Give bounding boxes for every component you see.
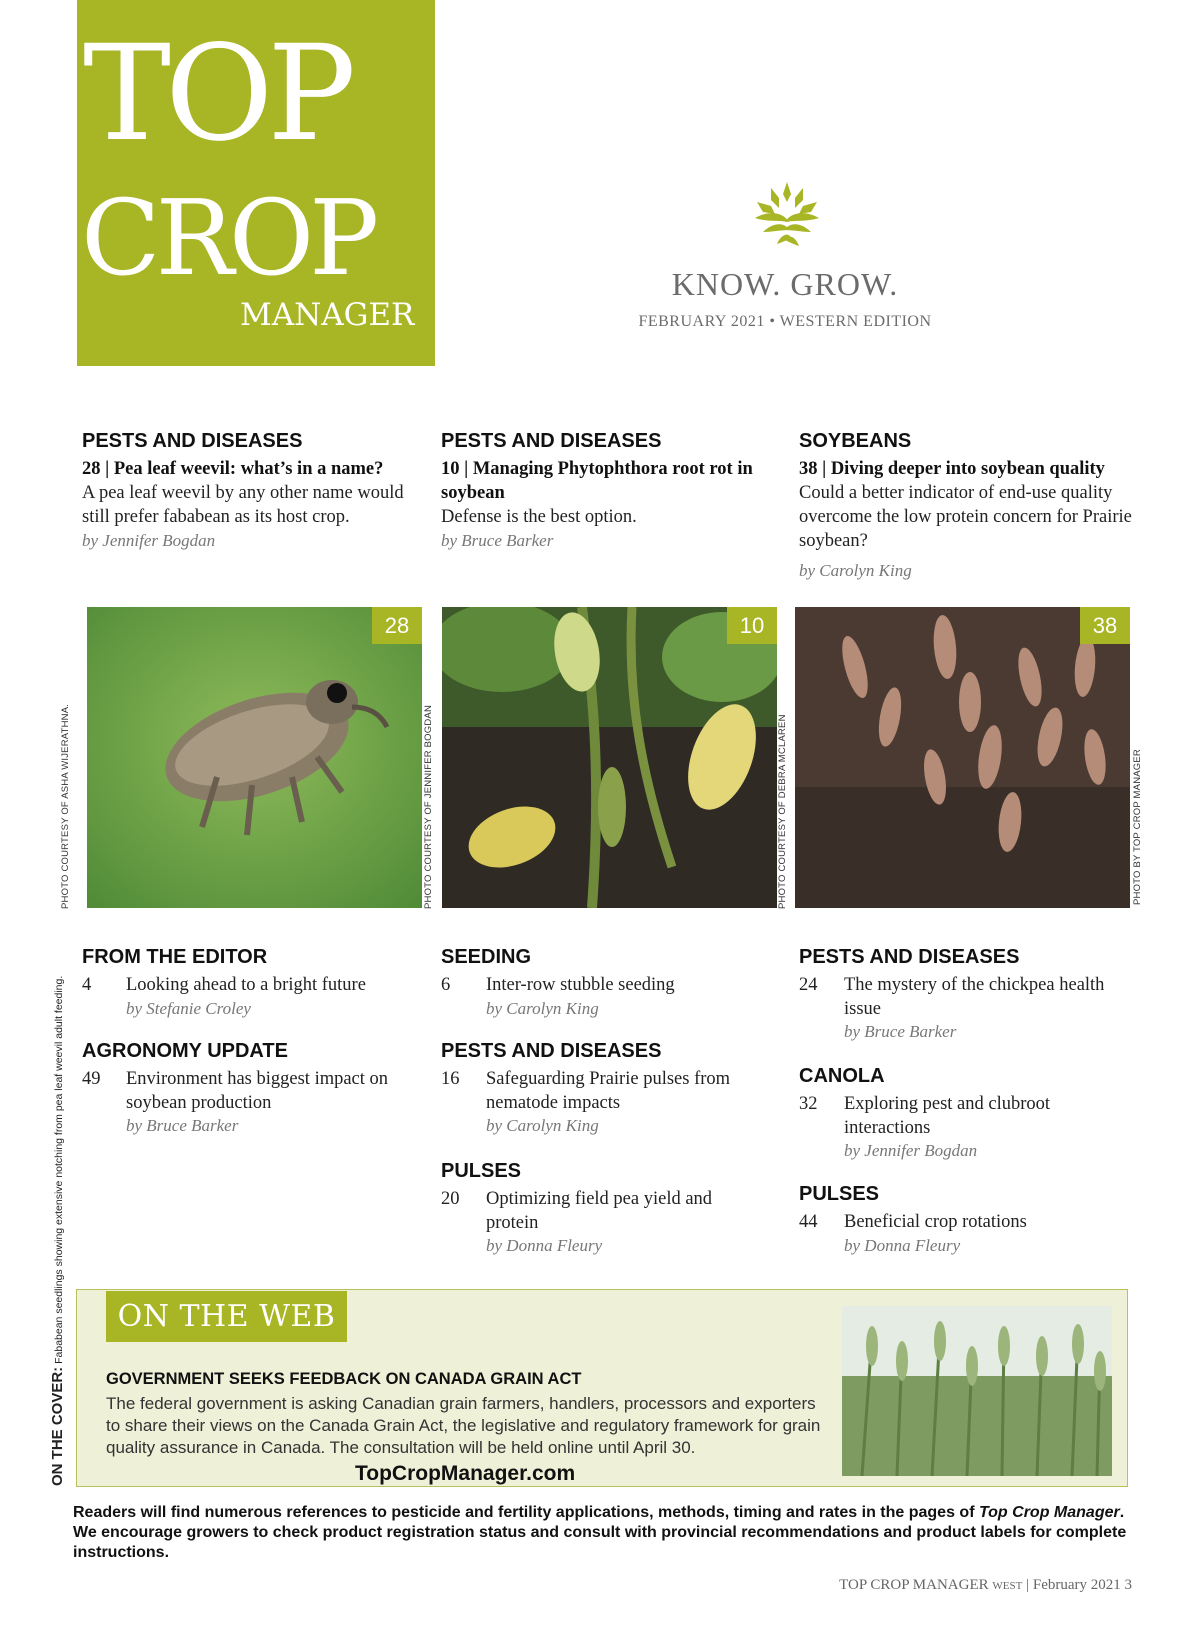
dept-item-title[interactable]: The mystery of the chickpea health issue <box>844 975 1105 1019</box>
dept-byline: by Stefanie Croley <box>126 999 251 1018</box>
dept-item-title[interactable]: Safeguarding Prairie pulses from nematode impacts <box>486 1069 731 1113</box>
dept-byline: by Carolyn King <box>486 999 599 1018</box>
photo-credit: PHOTO COURTESY OF ASHA WIJERATHNA. <box>60 703 71 909</box>
dept-page-number: 4 <box>82 975 92 995</box>
dept-item-title[interactable]: Inter-row stubble seeding <box>486 975 675 995</box>
web-body-text: The federal government is asking Canadian grain farmers, handlers, processors and exporters to share their views on the Canada Grain Act, the legislative and regulatory framework for grain quality assurance in Canada. The consultation will be held online until April 30. <box>106 1394 821 1457</box>
edition-line: FEBRUARY 2021 • WESTERN EDITION <box>638 313 932 330</box>
dept-item-title[interactable]: Environment has biggest impact on soybean production <box>126 1069 389 1113</box>
feature-dek: Could a better indicator of end-use quality overcome the low protein concern for Prairie soybean? <box>799 483 1132 551</box>
section-heading: PESTS AND DISEASES <box>441 430 662 452</box>
dept-section-heading: PULSES <box>799 1183 880 1205</box>
dept-byline: by Bruce Barker <box>844 1022 957 1041</box>
cover-text: Fababean seedlings showing extensive notching from pea leaf weevil adult feeding. <box>53 975 65 1364</box>
wheat-emblem-icon <box>749 180 825 252</box>
page-badge: 28 <box>372 607 422 644</box>
feature-dek: Defense is the best option. <box>441 507 637 527</box>
section-heading: PESTS AND DISEASES <box>82 430 303 452</box>
feature-3[interactable] <box>799 430 1139 583</box>
folio-publication: TOP CROP MANAGER <box>839 1577 989 1593</box>
folio-date-page: | February 2021 3 <box>1026 1577 1132 1593</box>
dept-section-heading: AGRONOMY UPDATE <box>82 1040 288 1062</box>
section-heading: SOYBEANS <box>799 430 912 452</box>
logo-word-crop: CROP <box>81 177 375 299</box>
feature-title: 10 | Managing Phytophthora root rot in soybean <box>441 459 753 503</box>
dept-section-heading: PULSES <box>441 1160 522 1182</box>
dept-section-heading: PESTS AND DISEASES <box>441 1040 662 1062</box>
dept-page-number: 20 <box>441 1189 460 1209</box>
disclaimer <box>73 1503 1133 1563</box>
dept-page-number: 32 <box>799 1094 818 1114</box>
logo-word-top: TOP <box>83 17 351 171</box>
disclaimer-text: Readers will find numerous references to pesticide and fertility applications, methods, timing and rates in the pages of <box>73 1504 979 1521</box>
feature-title: 38 | Diving deeper into soybean quality <box>799 459 1105 479</box>
dept-item-title[interactable]: Optimizing field pea yield and protein <box>486 1189 713 1233</box>
folio-region: WEST <box>992 1580 1023 1592</box>
page-badge: 10 <box>727 607 777 644</box>
feature-title: 28 | Pea leaf weevil: what’s in a name? <box>82 459 384 479</box>
dept-byline: by Donna Fleury <box>486 1236 603 1255</box>
weevil-photo[interactable] <box>87 607 422 908</box>
photo-credit: PHOTO BY TOP CROP MANAGER <box>1132 749 1143 905</box>
dept-page-number: 6 <box>441 975 451 995</box>
dept-item-title[interactable]: Exploring pest and clubroot interactions <box>844 1094 1051 1138</box>
photo-credit: PHOTO COURTESY OF JENNIFER BOGDAN <box>423 704 434 909</box>
weevil-image <box>87 607 422 908</box>
dept-section-heading: CANOLA <box>799 1065 885 1087</box>
dept-item-title[interactable]: Looking ahead to a bright future <box>126 975 366 995</box>
wheat-photo <box>842 1306 1112 1476</box>
feature-1[interactable] <box>82 430 422 553</box>
soybean-pods-photo[interactable] <box>795 607 1130 908</box>
dept-item-title[interactable]: Beneficial crop rotations <box>844 1212 1027 1232</box>
web-headline[interactable]: GOVERNMENT SEEKS FEEDBACK ON CANADA GRAIN ACT <box>106 1370 582 1388</box>
website-link[interactable]: TopCropManager.com <box>355 1462 576 1485</box>
byline: by Bruce Barker <box>441 531 554 550</box>
dept-section-heading: FROM THE EDITOR <box>82 946 268 968</box>
dept-page-number: 44 <box>799 1212 818 1232</box>
disclaimer-text: . We encourage growers to check product registration status and consult with provincial recommendations and product labels for complete instructions. <box>73 1504 1127 1561</box>
logo-word-manager: MANAGER <box>240 297 415 333</box>
soybean-plant-photo[interactable] <box>442 607 777 908</box>
tagline: KNOW. GROW. <box>671 266 899 302</box>
feature-dek: A pea leaf weevil by any other name would still prefer fababean as its host crop. <box>82 483 404 527</box>
cover-caption <box>49 976 66 1486</box>
dept-section-heading: SEEDING <box>441 946 532 968</box>
page-folio <box>839 1577 1132 1594</box>
dept-page-number: 49 <box>82 1069 101 1089</box>
dept-byline: by Donna Fleury <box>844 1236 961 1255</box>
photo-credit: PHOTO COURTESY OF DEBRA MCLAREN <box>777 714 788 909</box>
page-badge: 38 <box>1080 607 1130 644</box>
soybean-plant-image <box>442 607 777 908</box>
dept-byline: by Jennifer Bogdan <box>844 1141 978 1160</box>
dept-byline: by Bruce Barker <box>126 1116 239 1135</box>
wheat-image <box>842 1306 1112 1476</box>
dept-byline: by Carolyn King <box>486 1116 599 1135</box>
disclaimer-magazine-name: Top Crop Manager <box>978 1504 1120 1521</box>
dept-page-number: 24 <box>799 975 818 995</box>
soybean-pods-image <box>795 607 1130 908</box>
on-the-web-label: ON THE WEB <box>106 1291 347 1342</box>
dept-section-heading: PESTS AND DISEASES <box>799 946 1020 968</box>
byline: by Jennifer Bogdan <box>82 531 216 550</box>
feature-2[interactable] <box>441 430 781 553</box>
byline: by Carolyn King <box>799 561 912 580</box>
cover-label: ON THE COVER: <box>49 1366 66 1486</box>
dept-page-number: 16 <box>441 1069 460 1089</box>
